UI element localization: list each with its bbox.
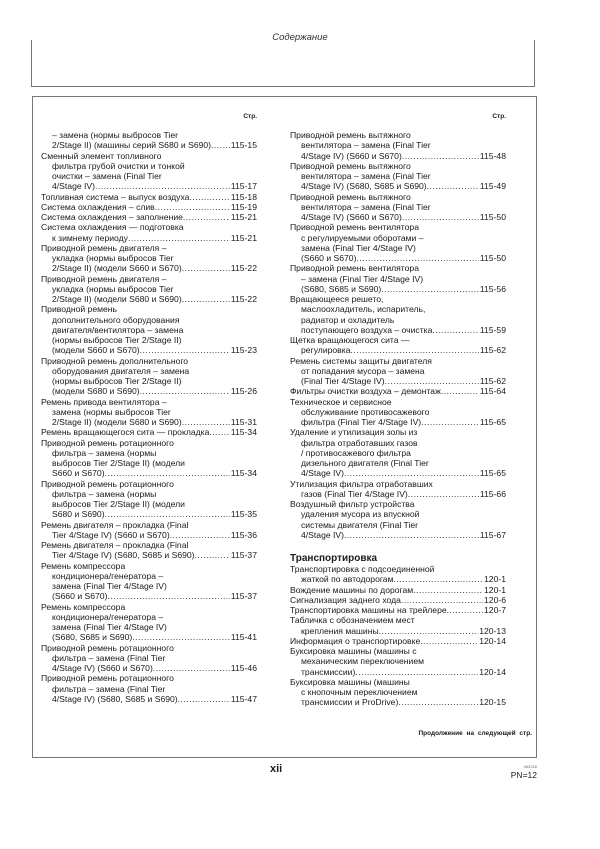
dot-leader xyxy=(209,427,230,437)
toc-entry-page: 120-15 xyxy=(479,697,506,708)
dot-leader xyxy=(344,530,479,540)
toc-entry-text: 4/Stage IV) (S680, S685 и S690) xyxy=(301,181,427,192)
dot-leader xyxy=(381,284,479,294)
toc-entry-text: фильтра – замена (Final Tier xyxy=(52,683,166,694)
toc-left-column xyxy=(41,130,257,704)
toc-entry[interactable] xyxy=(41,212,257,222)
toc-entry-text: 4/Stage IV) (S660 и S670) xyxy=(52,663,153,673)
toc-entry-text: Вращающееся решето, xyxy=(290,294,384,304)
toc-entry-text: от попадания мусора – замена xyxy=(301,365,425,376)
dot-leader xyxy=(432,325,478,335)
toc-entry-text: Ремень компрессора xyxy=(41,560,126,571)
toc-entry[interactable] xyxy=(290,646,506,677)
toc-entry-text: очистки – замена (Final Tier xyxy=(52,171,162,181)
dot-leader xyxy=(132,632,230,642)
toc-entry[interactable] xyxy=(41,397,257,428)
dot-leader xyxy=(182,294,230,304)
dot-leader xyxy=(441,386,479,396)
toc-entry-text: 2/Stage II) (модели S680 и S690) xyxy=(52,417,182,427)
toc-entry-text: Ремень двигателя – прокладка (Final xyxy=(41,540,189,550)
toc-entry-text: Ремень привода вентилятора – xyxy=(41,396,167,407)
toc-entry-page: 115-21 xyxy=(230,232,257,243)
toc-entry-page: 115-47 xyxy=(230,693,257,704)
toc-entry-text: выбросов Tier 2/Stage II) (модели xyxy=(52,499,185,509)
dot-leader xyxy=(182,417,230,427)
toc-entry-text: Приводной ремень ротационного xyxy=(41,642,174,653)
left-column-page-label: Стр. xyxy=(243,113,257,120)
toc-entry-text: Топливная система – выпуск воздуха xyxy=(41,191,190,202)
toc-entry[interactable] xyxy=(290,479,506,500)
toc-entry[interactable] xyxy=(290,595,506,605)
toc-entry-text: укладка (нормы выбросов Tier xyxy=(52,283,174,294)
toc-entry-text: жаткой по автодорогам xyxy=(301,574,394,585)
toc-entry[interactable] xyxy=(41,130,257,151)
toc-entry-page: 115-62 xyxy=(479,345,506,356)
toc-entry-text: 4/Stage IV) xyxy=(301,529,344,540)
header-frame xyxy=(31,40,535,87)
toc-entry[interactable] xyxy=(290,263,506,294)
dot-leader xyxy=(128,233,230,243)
toc-entry-text: поступающего воздуха – очистка xyxy=(301,324,433,335)
dot-leader xyxy=(421,417,479,427)
dot-leader xyxy=(211,140,230,150)
toc-entry-page: 115-37 xyxy=(230,550,257,561)
toc-entry-text: замена (нормы выбросов Tier xyxy=(52,406,171,417)
toc-entry[interactable] xyxy=(290,192,506,223)
toc-entry-text: Приводной ремень двигателя – xyxy=(41,273,167,284)
toc-entry-page: 115-34 xyxy=(230,427,257,438)
toc-entry-text: трансмиссии и ProDrive) xyxy=(301,697,399,708)
dot-leader xyxy=(420,636,478,646)
toc-entry-text: Вождение машины по дорогам xyxy=(290,584,414,595)
toc-entry-page: 115-26 xyxy=(230,386,257,397)
toc-entry[interactable] xyxy=(41,602,257,643)
dot-leader xyxy=(447,605,483,615)
dot-leader xyxy=(385,376,479,386)
toc-entry-text: радиатор и охладитель xyxy=(301,314,395,325)
section-title-transport: Транспортировка xyxy=(290,553,378,564)
toc-entry[interactable] xyxy=(290,222,506,263)
pn-label: PN=12 xyxy=(510,770,537,780)
toc-entry-page: 115-65 xyxy=(479,468,506,479)
toc-entry-page: 120-13 xyxy=(479,625,506,636)
toc-entry-text: к зимнему периоду xyxy=(52,232,128,243)
toc-entry-page: 120-7 xyxy=(484,605,506,615)
toc-entry-page: 115-67 xyxy=(479,529,506,540)
toc-entry-text: механическим переключением xyxy=(301,656,425,667)
toc-entry-text: Транспортировка машины на трейлере xyxy=(290,605,447,615)
document-code: 062216 xyxy=(523,764,537,769)
toc-entry-text: крепления машины xyxy=(301,625,379,636)
toc-entry[interactable] xyxy=(290,161,506,192)
toc-entry[interactable] xyxy=(41,643,257,674)
toc-entry-text: двигателя/вентилятора – замена xyxy=(52,324,184,335)
toc-entry-text: (S660 и S670) xyxy=(52,591,108,602)
toc-entry-text: / противосажевого фильтра xyxy=(301,447,411,458)
toc-entry-text: 2/Stage II) (модели S660 и S670) xyxy=(52,263,182,274)
dot-leader xyxy=(195,550,230,560)
toc-entry-page: 115-56 xyxy=(479,283,506,294)
toc-entry-text: фильтра – замена (нормы xyxy=(52,447,157,458)
toc-entry-text: Утилизация фильтра отработавших xyxy=(290,478,433,489)
dot-leader xyxy=(379,626,479,636)
toc-entry-page: 115-19 xyxy=(230,201,257,212)
toc-entry-page: 120-14 xyxy=(479,635,506,646)
toc-entry-text: – замена (нормы выбросов Tier xyxy=(52,130,178,140)
toc-entry-text: 4/Stage IV) (S660 и S670) xyxy=(301,150,402,161)
dot-leader xyxy=(427,181,479,191)
toc-entry-page: 120-1 xyxy=(484,584,506,595)
toc-entry-page: 120-6 xyxy=(484,594,506,605)
toc-entry-text: Буксировка машины (машины с xyxy=(290,646,417,656)
toc-entry-text: Tier 4/Stage IV) (S660 и S670) xyxy=(52,529,170,540)
dot-leader xyxy=(105,468,230,478)
toc-entry-text: с кнопочным переключением xyxy=(301,687,418,697)
toc-entry-page: 115-21 xyxy=(230,212,257,222)
toc-entry-text: (Final Tier 4/Stage IV) xyxy=(301,376,385,386)
toc-entry-text: Сигнализация заднего хода xyxy=(290,594,401,605)
toc-entry-text: Tier 4/Stage IV) (S680, S685 и S690) xyxy=(52,550,195,561)
toc-entry[interactable] xyxy=(290,397,506,428)
dot-leader xyxy=(356,253,478,263)
toc-entry-text: Приводной ремень вытяжного xyxy=(290,160,411,171)
toc-entry-text: замена (Final Tier 4/Stage IV) xyxy=(301,242,416,253)
page-number: xii xyxy=(270,763,283,775)
toc-entry[interactable] xyxy=(41,438,257,479)
toc-entry-text: Приводной ремень дополнительного xyxy=(41,355,189,366)
toc-entry-text: с регулируемыми оборотами – xyxy=(301,232,424,243)
toc-entry-page: 115-15 xyxy=(230,140,257,151)
toc-entry[interactable] xyxy=(41,151,257,192)
toc-entry[interactable] xyxy=(41,202,257,212)
toc-entry-text: S660 и S670) xyxy=(52,468,105,479)
toc-entry-text: 4/Stage IV) (S660 и S670) xyxy=(301,212,402,222)
toc-entry-page: 115-62 xyxy=(479,376,506,386)
dot-leader xyxy=(408,489,479,499)
toc-entry-text: Транспортировка с подсоединенной xyxy=(290,564,435,574)
toc-entry-text: Приводной ремень вентилятора xyxy=(290,222,419,233)
toc-entry-text: укладка (нормы выбросов Tier xyxy=(52,253,174,263)
dot-leader xyxy=(140,345,230,355)
toc-entry-text: фильтра – замена (Final Tier xyxy=(52,652,166,663)
toc-entry-page: 115-46 xyxy=(230,663,257,673)
right-column-page-label: Стр. xyxy=(492,113,506,120)
toc-entry-text: оборудования двигателя – замена xyxy=(52,365,190,376)
toc-entry-text: (модели S680 и S690) xyxy=(52,386,140,397)
toc-entry-page: 115-31 xyxy=(230,417,257,427)
toc-entry-page: 115-66 xyxy=(479,488,506,499)
toc-entry[interactable] xyxy=(290,294,506,335)
toc-entry-text: фильтра грубой очистки и тонкой xyxy=(52,160,185,171)
toc-entry-text: 2/Stage II) (машины серий S680 и S690) xyxy=(52,140,212,151)
toc-entry-text: 4/Stage IV) xyxy=(52,181,95,192)
toc-entry-page: 120-14 xyxy=(479,666,506,677)
toc-entry-page: 115-49 xyxy=(479,181,506,192)
toc-entry-text: дополнительного оборудования xyxy=(52,314,180,325)
toc-entry[interactable] xyxy=(41,356,257,397)
toc-entry-page: 115-36 xyxy=(230,529,257,540)
toc-entry[interactable] xyxy=(41,274,257,305)
toc-entry-text: Приводной ремень двигателя – xyxy=(41,242,167,253)
dot-leader xyxy=(182,263,230,273)
toc-entry-text: Ремень компрессора xyxy=(41,601,126,612)
toc-entry-text: выбросов Tier 2/Stage II) (модели xyxy=(52,458,185,468)
dot-leader xyxy=(105,509,230,519)
toc-entry-text: Ремень системы защиты двигателя xyxy=(290,355,432,366)
toc-entry-page: 115-23 xyxy=(230,345,257,356)
toc-entry-text: дизельного двигателя (Final Tier xyxy=(301,458,429,468)
toc-entry[interactable] xyxy=(41,304,257,355)
toc-entry-text: Воздушный фильтр устройства xyxy=(290,499,415,509)
page-header-title: Содержание xyxy=(272,32,328,43)
toc-entry-text: (S680, S685 и S690) xyxy=(301,283,382,294)
toc-entry-page: 115-50 xyxy=(479,253,506,263)
toc-entry-page: 115-59 xyxy=(479,324,506,335)
dot-leader xyxy=(107,591,229,601)
toc-entry-text: Приводной ремень ротационного xyxy=(41,673,174,684)
toc-entry[interactable] xyxy=(290,564,506,585)
toc-entry-text: S680 и S690) xyxy=(52,509,105,520)
toc-entry[interactable] xyxy=(41,673,257,704)
toc-entry-page: 115-34 xyxy=(230,468,257,479)
toc-entry-text: – замена (Final Tier 4/Stage IV) xyxy=(301,273,424,284)
toc-entry-text: Ремень двигателя – прокладка (Final xyxy=(41,519,189,530)
toc-entry-page: 115-41 xyxy=(230,632,257,643)
toc-entry-text: замена (Final Tier 4/Stage IV) xyxy=(52,622,167,632)
toc-entry-text: Буксировка машины (машины xyxy=(290,676,410,687)
continued-note: Продолжение на следующей стр. xyxy=(418,730,532,737)
toc-entry[interactable] xyxy=(290,130,506,161)
toc-entry[interactable] xyxy=(290,356,506,387)
dot-leader xyxy=(344,468,479,478)
toc-entry-text: 2/Stage II) (модели S680 и S690) xyxy=(52,294,182,304)
toc-entry-text: газов (Final Tier 4/Stage IV) xyxy=(301,488,408,499)
toc-entry-page: 120-1 xyxy=(484,574,506,585)
dot-leader xyxy=(355,667,478,677)
toc-entry-text: обслуживание противосажевого xyxy=(301,406,430,417)
dot-leader xyxy=(402,212,479,222)
toc-entry-text: вентилятора – замена (Final Tier xyxy=(301,140,431,151)
dot-leader xyxy=(402,151,479,161)
toc-entry-text: 4/Stage IV) xyxy=(301,468,344,479)
dot-leader xyxy=(170,530,230,540)
toc-entry-page: 115-22 xyxy=(230,263,257,274)
dot-leader xyxy=(350,345,478,355)
toc-entry[interactable] xyxy=(41,561,257,602)
toc-right-column xyxy=(290,130,506,708)
toc-entry[interactable] xyxy=(290,636,506,646)
toc-entry-text: фильтра отработавших газов xyxy=(301,437,418,448)
toc-entry-text: Приводной ремень вытяжного xyxy=(290,191,411,202)
toc-entry-text: фильтра – замена (нормы xyxy=(52,488,157,499)
toc-entry-text: (нормы выбросов Tier 2/Stage II) xyxy=(52,335,182,345)
toc-entry-text: Ремень вращающегося сита — прокладка xyxy=(41,427,210,438)
toc-entry-text: Техническое и сервисное xyxy=(290,396,392,407)
toc-entry-page: 115-17 xyxy=(230,181,257,192)
toc-entry[interactable] xyxy=(290,427,506,478)
dot-leader xyxy=(398,697,478,707)
toc-entry-text: кондиционера/генератора – xyxy=(52,570,164,581)
toc-entry[interactable] xyxy=(41,479,257,520)
dot-leader xyxy=(183,212,230,222)
toc-entry-text: Приводной ремень ротационного xyxy=(41,478,174,489)
toc-entry-text: Сменный элемент топливного xyxy=(41,150,162,161)
toc-entry[interactable] xyxy=(290,386,506,396)
dot-leader xyxy=(178,694,230,704)
toc-entry-text: Удаление и утилизация золы из xyxy=(290,427,418,438)
toc-entry-text: (S660 и S670) xyxy=(301,253,357,263)
toc-entry[interactable] xyxy=(41,427,257,437)
toc-entry-page: 115-37 xyxy=(230,591,257,602)
toc-entry[interactable] xyxy=(290,499,506,540)
toc-entry-text: трансмиссии) xyxy=(301,666,356,677)
toc-entry-text: системы двигателя (Final Tier xyxy=(301,519,418,530)
toc-entry-text: Система охлаждения – заполнение xyxy=(41,212,183,222)
dot-leader xyxy=(140,386,230,396)
toc-entry[interactable] xyxy=(41,192,257,202)
toc-entry-page: 115-64 xyxy=(479,386,506,397)
toc-entry[interactable] xyxy=(290,615,506,636)
toc-entry[interactable] xyxy=(290,677,506,708)
toc-entry[interactable] xyxy=(290,605,506,615)
toc-entry[interactable] xyxy=(41,520,257,541)
toc-entry-text: (модели S660 и S670) xyxy=(52,345,140,356)
toc-entry-page: 115-50 xyxy=(479,212,506,222)
toc-entry-page: 115-22 xyxy=(230,294,257,304)
toc-entry-text: (нормы выбросов Tier 2/Stage II) xyxy=(52,376,182,386)
toc-entry-text: Приводной ремень вытяжного xyxy=(290,130,411,140)
toc-entry-text: 4/Stage IV) (S680, S685 и S690) xyxy=(52,693,178,704)
toc-entry-text: Система охлаждения — подготовка xyxy=(41,222,184,233)
toc-entry-text: Система охлаждения – слив xyxy=(41,201,155,212)
toc-entry-text: регулировка xyxy=(301,345,351,356)
toc-entry-text: удаления мусора из впускной xyxy=(301,509,420,520)
toc-entry-text: Приводной ремень ротационного xyxy=(41,437,174,448)
toc-entry-text: замена (Final Tier 4/Stage IV) xyxy=(52,581,167,591)
toc-entry-text: Информация о транспортировке xyxy=(290,635,421,646)
toc-entry-text: Приводной ремень xyxy=(41,304,118,315)
dot-leader xyxy=(394,574,484,584)
toc-entry-page: 115-35 xyxy=(230,509,257,520)
toc-entry[interactable] xyxy=(41,243,257,274)
toc-entry-page: 115-65 xyxy=(479,417,506,427)
toc-entry-page: 115-48 xyxy=(479,150,506,161)
toc-entry-text: (S680, S685 и S690) xyxy=(52,632,133,643)
toc-entry[interactable] xyxy=(41,222,257,243)
dot-leader xyxy=(155,202,230,212)
toc-entry-text: фильтра (Final Tier 4/Stage IV) xyxy=(301,417,422,427)
dot-leader xyxy=(413,585,483,595)
dot-leader xyxy=(189,192,229,202)
toc-entry-text: маслоохладитель, испаритель, xyxy=(301,304,426,315)
toc-entry-page: 115-18 xyxy=(230,191,257,202)
toc-entry-text: Приводной ремень вентилятора xyxy=(290,263,419,274)
toc-entry-text: вентилятора – замена (Final Tier xyxy=(301,171,431,181)
toc-entry-text: Табличка с обозначением мест xyxy=(290,615,415,626)
dot-leader xyxy=(401,595,483,605)
toc-entry-text: вентилятора – замена (Final Tier xyxy=(301,201,431,212)
dot-leader xyxy=(95,181,230,191)
toc-entry-text: кондиционера/генератора – xyxy=(52,611,164,622)
toc-entry[interactable] xyxy=(290,585,506,595)
dot-leader xyxy=(153,663,230,673)
toc-entry-text: Фильтры очистки воздуха – демонтаж xyxy=(290,386,441,397)
toc-entry-text: Щетка вращающегося сита — xyxy=(290,335,410,345)
toc-entry[interactable] xyxy=(290,335,506,356)
toc-entry[interactable] xyxy=(41,540,257,561)
